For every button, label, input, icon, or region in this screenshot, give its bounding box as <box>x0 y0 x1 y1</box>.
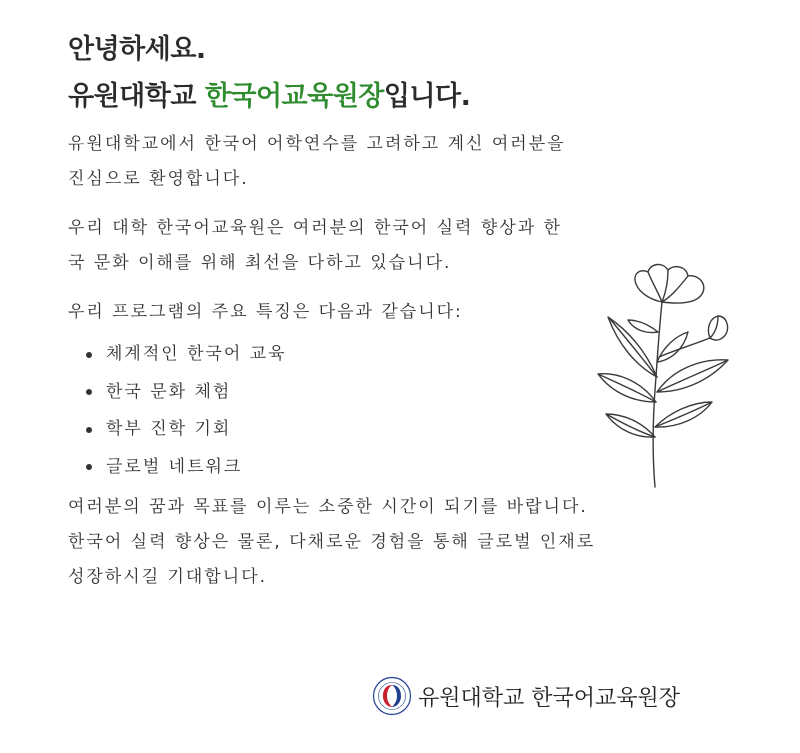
list-item: 학부 진학 기회 <box>86 411 287 449</box>
list-item: 체계적인 한국어 교육 <box>86 336 287 374</box>
footer-signature <box>372 676 680 716</box>
closing-line-1: 여러분의 꿈과 목표를 이루는 소중한 시간이 되기를 바랍니다. <box>68 497 588 517</box>
bullet-icon <box>86 464 92 470</box>
closing-paragraph <box>68 490 628 595</box>
university-seal-icon <box>372 676 412 716</box>
mission-line-1: 우리 대학 한국어교육원은 여러분의 한국어 실력 향상과 한 <box>68 218 562 238</box>
mission-paragraph <box>68 211 628 281</box>
features-list <box>86 336 287 486</box>
welcome-line-1: 유원대학교에서 한국어 어학연수를 고려하고 계신 여러분을 <box>68 134 566 154</box>
greeting-line-2 <box>68 77 470 124</box>
list-item: 글로벌 네트워크 <box>86 449 287 487</box>
closing-line-2: 한국어 실력 향상은 물론, 다채로운 경험을 통해 글로벌 인재로 <box>68 532 596 552</box>
greeting-accent-title: 한국어교육원장 <box>204 81 384 112</box>
flower-illustration-icon <box>560 262 750 492</box>
greeting-suffix: 입니다. <box>383 81 471 112</box>
footer-signature-text: 유원대학교 한국어교육원장 <box>418 685 681 711</box>
list-item: 한국 문화 체험 <box>86 374 287 412</box>
features-intro <box>68 295 628 330</box>
mission-line-2: 국 문화 이해를 위해 최선을 다하고 있습니다. <box>68 253 452 273</box>
welcome-line-2: 진심으로 환영합니다. <box>68 169 249 189</box>
welcome-paragraph <box>68 127 628 197</box>
greeting-heading <box>68 30 470 124</box>
greeting-prefix: 유원대학교 <box>68 81 205 112</box>
features-intro-line: 우리 프로그램의 주요 특징은 다음과 같습니다: <box>68 302 463 322</box>
bullet-icon <box>86 389 92 395</box>
closing-line-3: 성장하시길 기대합니다. <box>68 567 268 587</box>
greeting-line-1: 안녕하세요. <box>68 34 206 65</box>
bullet-icon <box>86 352 92 358</box>
bullet-icon <box>86 427 92 433</box>
